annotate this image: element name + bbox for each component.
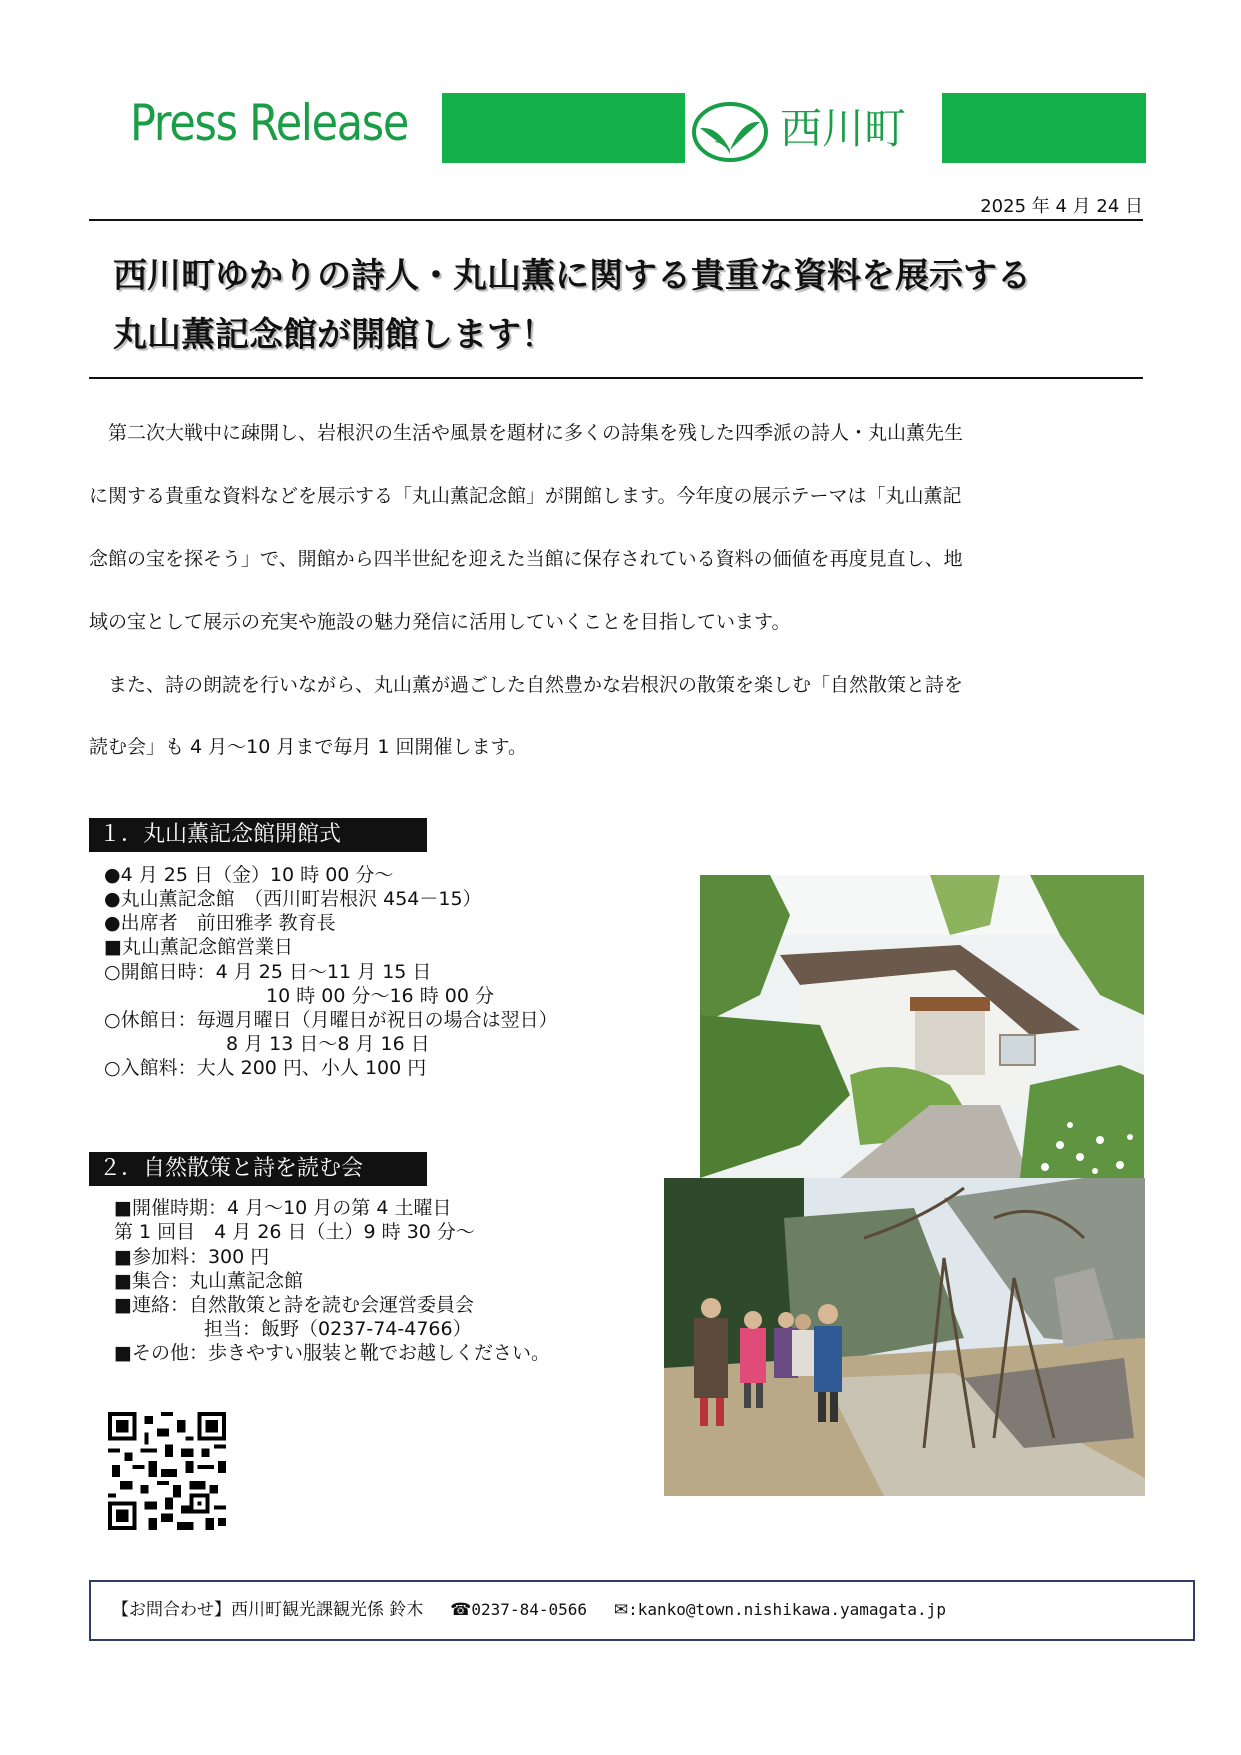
section-2-item: ■開催時期：4 月～10 月の第 4 土曜日 (114, 1197, 452, 1219)
mail-icon: ✉ (613, 1600, 629, 1620)
body-line: 第二次大戦中に疎開し、岩根沢の生活や風景を題材に多くの詩集を残した四季派の詩人・丸山薫先生 (89, 422, 964, 444)
section-2-item: ■その他：歩きやすい服装と靴でお越しください。 (114, 1342, 550, 1364)
section-1-item: ■丸山薫記念館営業日 (104, 936, 293, 958)
section-2-item: ■集合：丸山薫記念館 (114, 1270, 303, 1292)
logo-text: 西川町 (780, 104, 907, 153)
release-date: 2025 年 4 月 24 日 (980, 196, 1143, 217)
leaf-logo-icon (690, 98, 770, 164)
walking-group-photo (664, 1178, 1145, 1496)
qr-code-icon[interactable] (108, 1412, 226, 1530)
section-1-item: 8 月 13 日～8 月 16 日 (226, 1033, 430, 1055)
contact-email[interactable]: :kanko@town.nishikawa.yamagata.jp (628, 1600, 946, 1619)
section-1-item: ●4 月 25 日（金）10 時 00 分～ (104, 864, 394, 886)
header-green-bar-right (942, 93, 1146, 163)
section-1-item: ○入館料：大人 200 円、小人 100 円 (104, 1057, 427, 1079)
divider-top (89, 219, 1143, 221)
contact-phone[interactable]: 0237-84-0566 (471, 1600, 587, 1619)
section-2-item: ■連絡：自然散策と詩を読む会運営委員会 (114, 1294, 474, 1316)
section-2-title: ２．自然散策と詩を読む会 (89, 1152, 427, 1186)
section-1-item: ○開館日時：4 月 25 日～11 月 15 日 (104, 961, 432, 983)
contact-info (112, 1598, 946, 1622)
phone-icon: ☎ (450, 1600, 472, 1620)
section-1-item: 10 時 00 分～16 時 00 分 (266, 985, 494, 1007)
memorial-hall-photo (700, 875, 1144, 1178)
header-green-bar-left (442, 93, 685, 163)
section-1-title: １．丸山薫記念館開館式 (89, 818, 427, 852)
body-line: また、詩の朗読を行いながら、丸山薫が過ごした自然豊かな岩根沢の散策を楽しむ「自然散策と詩を (89, 674, 964, 696)
headline-line-2: 丸山薫記念館が開館します！ (113, 315, 555, 355)
section-1-item: ○休館日：毎週月曜日（月曜日が祝日の場合は翌日） (104, 1009, 558, 1031)
section-1-item: ●出席者 前田雅孝 教育長 (104, 912, 336, 934)
body-line: 域の宝として展示の充実や施設の魅力発信に活用していくことを目指しています。 (89, 611, 791, 633)
body-line: 読む会」も 4 月～10 月まで毎月 1 回開催します。 (89, 736, 528, 758)
divider-bottom (89, 377, 1143, 379)
section-2-item: 第 1 回目 4 月 26 日（土）9 時 30 分～ (114, 1221, 475, 1243)
body-line: 念館の宝を探そう」で、開館から四半世紀を迎えた当館に保存されている資料の価値を再度見直し、地 (89, 548, 963, 570)
headline-line-1: 西川町ゆかりの詩人・丸山薫に関する貴重な資料を展示する (113, 256, 1031, 296)
section-2-item: 担当：飯野（0237-74-4766） (204, 1318, 472, 1340)
body-line: に関する貴重な資料などを展示する「丸山薫記念館」が開館します。今年度の展示テーマは「丸山薫記 (89, 485, 962, 507)
section-1-item: ●丸山薫記念館 （西川町岩根沢 454－15） (104, 888, 482, 910)
section-2-item: ■参加料：300 円 (114, 1246, 270, 1268)
contact-label: 【お問合わせ】西川町観光課観光係 鈴木 (112, 1600, 424, 1620)
press-release-title: Press Release (130, 94, 409, 152)
